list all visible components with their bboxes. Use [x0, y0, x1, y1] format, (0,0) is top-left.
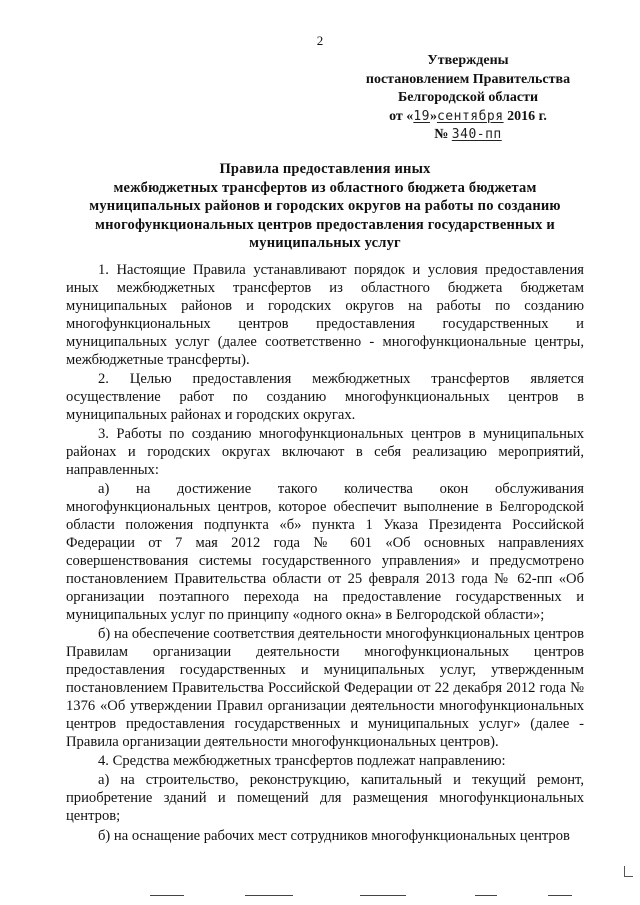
scan-mark — [150, 895, 184, 896]
scan-corner-mark — [624, 866, 633, 877]
number-prefix: № — [434, 127, 449, 142]
paragraph-3b: б) на обеспечение соответствия деятельности многофункциональных центров Правилам организации деятельности многофункциональных центров предоставления государственных и муниципальных услуг, утвержденным постановлением Правительства Российской Федерации от 22 декабря 2012 года № 1376 «Об утверждении Правил организации деятельности многофункциональных центров предоставления государственных и муниципальных услуг» (далее - Правила организации деятельности многофункциональных центров). — [66, 626, 584, 750]
scan-mark — [360, 895, 406, 896]
date-mid: » — [429, 108, 437, 124]
title-line-3: муниципальных районов и городских округов на работы по созданию — [89, 198, 561, 214]
number-value: 340-пп — [451, 127, 502, 142]
approval-date-line — [338, 108, 598, 127]
paragraph-3: 3. Работы по созданию многофункциональных центров в муниципальных районах и городских округах включают в себя реализацию мероприятий, направленных: — [66, 426, 584, 478]
date-suffix: г. — [538, 108, 547, 124]
approval-line-approved: Утверждены — [427, 53, 509, 68]
paragraph-4: 4. Средства межбюджетных трансфертов подлежат направлению: — [98, 752, 506, 769]
title-line-4: многофункциональных центров предоставления государственных и — [95, 216, 555, 233]
approval-line-resolution: постановлением Правительства — [365, 71, 571, 87]
scan-mark — [475, 895, 497, 896]
title-line-2: межбюджетных трансфертов из областного бюджета бюджетам — [113, 179, 537, 196]
approval-line-region: Белгородской области — [397, 90, 539, 105]
paragraph-4a: а) на строительство, реконструкцию, капитальный и текущий ремонт, приобретение зданий и помещений для размещения многофункциональных центров; — [66, 772, 584, 825]
paragraph-4b: б) на оснащение рабочих мест сотрудников многофункциональных центров — [98, 827, 570, 844]
document-title — [60, 160, 590, 253]
date-day: 19 — [413, 108, 430, 124]
date-prefix: от « — [389, 108, 414, 124]
scan-mark — [245, 895, 293, 896]
title-line-5: муниципальных услуг — [249, 235, 401, 251]
approval-number-line — [338, 126, 598, 145]
paragraph-1: 1. Настоящие Правила устанавливают порядок и условия предоставления иных межбюджетных трансфертов из областного бюджета бюджетам муниципальных районов и городских округов на работы по созданию многофункциональных центров предоставления государственных и муниципальных услуг (далее соответственно - многофункциональные центры, межбюджетные трансферты). — [66, 262, 584, 368]
date-month: сентября — [436, 108, 504, 124]
paragraph-3a: а) на достижение такого количества окон обслуживания многофункциональных центров, которое обеспечит выполнение в Белгородской области положения подпункта «б» пункта 1 Указа Президента Российской Федерации от 7 мая 2012 года № 601 «Об основных направлениях совершенствования системы государственного управления» и предусмотрено постановлением Правительства области от 25 февраля 2013 года № 62-пп «Об организации поэтапного перехода на предоставление государственных и муниципальных услуг по принципу «одного окна» в Белгородской области»; — [66, 481, 584, 623]
date-year: 2016 — [507, 108, 536, 124]
paragraph-2: 2. Целью предоставления межбюджетных трансфертов является осуществление работ по созданию многофункциональных центров в муниципальных районах и городских округах. — [66, 370, 584, 423]
scan-footer-marks — [110, 895, 610, 899]
document-body — [66, 262, 584, 846]
scan-mark — [548, 895, 572, 896]
approval-stamp-block — [338, 52, 598, 145]
title-line-1: Правила предоставления иных — [219, 161, 431, 177]
page-number: 2 — [316, 33, 324, 48]
